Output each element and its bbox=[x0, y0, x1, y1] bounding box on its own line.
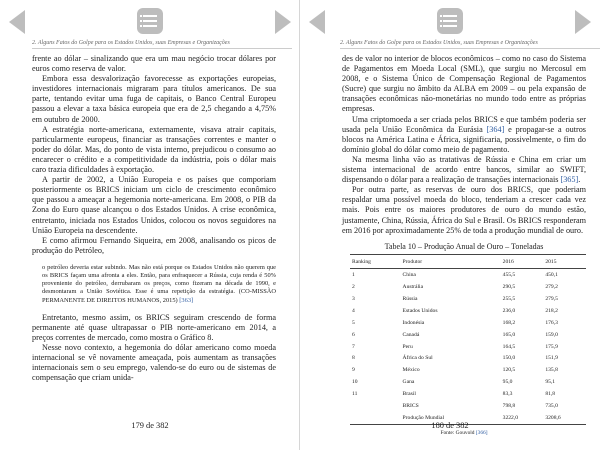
table-cell: Gana bbox=[402, 379, 415, 386]
running-head: 2. Alguns Fatos do Golpe para os Estados Unidos, suas Empresas e Organizações bbox=[340, 40, 538, 46]
table-row bbox=[350, 376, 586, 388]
table-cell: 3222,0 bbox=[501, 412, 544, 424]
paragraph: des de valor no interior de blocos econômicos – como no caso do Sistema de Pagamentos em Moeda Local (SML), que surgiu no Mercosul em 2008, e o Sistema Único de Compensação Regional de Pagamentos (Sucre) que surgiu no âmbito da ALBA em 2009 – ou pela expansão de transações econômicas não-monetárias no mundo todo entre as próprias empresas. bbox=[342, 54, 586, 114]
table-cell: 6 bbox=[352, 331, 355, 338]
table-cell: 3208,6 bbox=[543, 412, 586, 424]
table-header-cell: Ranking bbox=[350, 254, 401, 269]
table-row bbox=[350, 353, 586, 365]
table-header-cell: 2015 bbox=[543, 254, 586, 269]
page-number: 180 de 382 bbox=[431, 421, 469, 430]
table-cell: 176,3 bbox=[545, 319, 558, 326]
table-cell: 83,3 bbox=[502, 391, 513, 398]
paragraph: A partir de 2002, a União Europeia e os países que comporiam posteriormente os BRICS iniciam um ciclo de crescimento econômico que passou a ameaçar a hegemonia norte-americana. Em 2008, o PIB da Zona do Euro quase alcançou o dos Estados Unidos. A crise econômica, entretanto, iniciada nos Estados Unidos, colocou os novos seguidores na União Europeia na descendente. bbox=[32, 175, 276, 235]
gold-production-table bbox=[350, 254, 586, 425]
table-cell: 95,1 bbox=[545, 379, 556, 386]
header-rule bbox=[32, 48, 292, 49]
right-page bbox=[300, 0, 600, 450]
paragraph: frente ao dólar – sinalizando que era um mau negócio trocar dólares por euros como reserva de valor. bbox=[32, 54, 276, 74]
table-cell bbox=[350, 400, 401, 412]
table-cell: 2 bbox=[352, 284, 355, 291]
table-cell: 8 bbox=[352, 355, 355, 362]
body-text bbox=[32, 54, 276, 384]
paragraph: Nesse novo contexto, a hegemonia do dólar americano como moeda internacional se vê novamente ameaçada, pois aumentam as transações internacionais sem o seu emprego, valendo-se do euro ou de sistemas de compensação que criam unida- bbox=[32, 343, 276, 383]
footnote-link[interactable]: [365] bbox=[560, 175, 579, 185]
quote-text: o petróleo deveria estar subindo. Mas não está porque os Estados Unidos não querem que os BRICS façam uma afronta a eles. Então, para enfraquecer a Rússia, cuja renda é 50% proveniente do petróleo, derrubaram os preços, como fizeram na década de 1990, e desmontaram a União Soviética. Esse é uma repetição da estratégia. (CO-MISSÃO PERMANENTE DE DIREITOS HUMANOS, 2015) bbox=[42, 263, 276, 304]
table-cell: 3 bbox=[352, 296, 355, 303]
table-row bbox=[350, 293, 586, 305]
paragraph-text: Uma criptomoeda a ser criada pelos BRICS e que também poderia ser usada pela União Econômica da Eurásia bbox=[342, 114, 586, 134]
paragraph: E como afirmou Fernando Siqueira, em 2008, analisando os picos de produção do Petróleo, bbox=[32, 235, 276, 255]
paragraph: Entretanto, mesmo assim, os BRICS seguiram crescendo de forma permanente até quase ultrapassar o PIB norte-americano em 2014, a preços correntes de mercado, como mostra o Gráfico 8. bbox=[32, 312, 276, 343]
table-cell: 135,8 bbox=[545, 367, 558, 374]
table-cell: China bbox=[402, 272, 416, 279]
table-cell: BRICS bbox=[402, 402, 419, 409]
footnote-link[interactable]: [366] bbox=[475, 429, 488, 436]
table-cell: 81,8 bbox=[545, 391, 556, 398]
block-quote bbox=[32, 264, 276, 305]
table-cell: 255,5 bbox=[502, 296, 516, 303]
table-cell: 165,0 bbox=[502, 331, 516, 338]
table-cell: Austrália bbox=[402, 284, 424, 291]
previous-page-icon[interactable] bbox=[9, 10, 25, 34]
next-page-icon[interactable] bbox=[275, 10, 291, 34]
paragraph: A estratégia norte-americana, externamente, visava atrair capitais, particularmente europeus, financiar as transações correntes e manter o poder do dólar. Mas, do ponto de vista interno, prejudicou o consumo ao encarecer o crédito e a competitividade da indústria, pois o dólar mais caro trazia dificuldades à exportação. bbox=[32, 124, 276, 175]
table-cell: 11 bbox=[352, 391, 358, 398]
table-row bbox=[350, 364, 586, 376]
table-header-cell: Produtor bbox=[401, 254, 501, 269]
table-cell: 168,2 bbox=[502, 319, 516, 326]
table-cell: 151,9 bbox=[545, 355, 558, 362]
table-cell: 164,5 bbox=[502, 343, 516, 350]
table-cell: 120,5 bbox=[502, 367, 516, 374]
table-cell: 279,5 bbox=[545, 296, 558, 303]
table-cell: 9 bbox=[352, 367, 355, 374]
menu-icon[interactable] bbox=[137, 8, 163, 34]
table-row bbox=[350, 341, 586, 353]
table-cell: 95,0 bbox=[502, 379, 513, 386]
table-cell: México bbox=[402, 367, 420, 374]
table-cell: 5 bbox=[352, 319, 355, 326]
table-cell: Canadá bbox=[402, 331, 420, 338]
table-cell: Brasil bbox=[402, 391, 416, 398]
previous-page-icon[interactable] bbox=[309, 10, 325, 34]
body-text bbox=[342, 54, 586, 438]
footnote-link[interactable]: [364] bbox=[486, 124, 505, 134]
table-row bbox=[350, 329, 586, 341]
table-header-row bbox=[350, 254, 586, 269]
paragraph bbox=[342, 155, 586, 185]
table-cell: 159,0 bbox=[545, 331, 558, 338]
table-cell: 7 bbox=[352, 343, 355, 350]
table-cell: 450,1 bbox=[545, 272, 558, 279]
next-page-icon[interactable] bbox=[575, 10, 591, 34]
table-cell: Indonésia bbox=[402, 319, 425, 326]
paragraph: Embora essa desvalorização favorecesse as exportações europeias, investidores internacionais migraram para títulos americanos. De sua parte, tentando evitar uma fuga de capitais, o Banco Central Europeu passou a elevar a taxa básica europeia que era de 2,5 chegando a 4,75% em outubro de 2000. bbox=[32, 74, 276, 124]
table-body bbox=[350, 269, 586, 424]
table-cell: 735,0 bbox=[545, 402, 558, 409]
paragraph bbox=[342, 115, 586, 155]
table-cell: 236,0 bbox=[502, 307, 516, 314]
paragraph-text: e propagar-se a outros blocos na América Latina e África, significaria, possivelmente, o fim do domínio global do dólar como meio de pagamento. bbox=[342, 124, 586, 154]
table-row bbox=[350, 305, 586, 317]
header-rule bbox=[340, 48, 600, 49]
table-cell: 4 bbox=[352, 307, 355, 314]
table-cell: 218,2 bbox=[545, 307, 558, 314]
table-cell: Estados Unidos bbox=[402, 307, 438, 314]
page-number: 179 de 382 bbox=[131, 421, 169, 430]
menu-icon[interactable] bbox=[437, 8, 463, 34]
table-row bbox=[350, 388, 586, 400]
paragraph-text: Na mesma linha vão as tratativas de Rússia e China em criar um sistema internacional de acordo entre bancos, similar ao SWIFT, dispensando o dólar para a realização de transações internacionais bbox=[342, 154, 586, 185]
running-head: 2. Alguns Fatos do Golpe para os Estados Unidos, suas Empresas e Organizações bbox=[32, 40, 230, 46]
table-row bbox=[350, 317, 586, 329]
table-cell: Peru bbox=[402, 343, 413, 350]
table-header-cell: 2016 bbox=[501, 254, 544, 269]
table-cell: 175,9 bbox=[545, 343, 558, 350]
paragraph: Por outra parte, as reservas de ouro dos BRICS, que poderiam respaldar uma possível moeda do bloco, tenderiam a crescer cada vez mais. Pois entre os maiores produtores de ouro do mundo estão, justamente, China, Rússia, África do Sul e Brasil. Os BRICS responderam em 2016 por aproximadamente 25% de toda a produção mundial de ouro. bbox=[342, 185, 586, 235]
nav-bar bbox=[0, 8, 300, 36]
table-cell: 290,5 bbox=[502, 284, 516, 291]
table-row bbox=[350, 269, 586, 281]
footnote-link[interactable]: [363] bbox=[179, 296, 194, 304]
table-cell: 279,2 bbox=[545, 284, 558, 291]
table-row bbox=[350, 281, 586, 293]
table-cell: Rússia bbox=[402, 296, 418, 303]
table-cell: 10 bbox=[352, 379, 358, 386]
table-cell: África do Sul bbox=[402, 355, 433, 362]
table-row bbox=[350, 400, 586, 412]
table-cell: 455,5 bbox=[502, 272, 516, 279]
nav-bar bbox=[300, 8, 600, 36]
paragraph-text: . bbox=[578, 175, 581, 185]
source-text: Fonte: Gouvold bbox=[440, 429, 476, 436]
table-cell: 798,8 bbox=[502, 402, 516, 409]
table-cell: Produção Mundial bbox=[401, 412, 501, 424]
table-cell: 150,0 bbox=[502, 355, 516, 362]
table-cell: 1 bbox=[352, 272, 355, 279]
table-caption: Tabela 10 – Produção Anual de Ouro – Toneladas bbox=[384, 241, 544, 251]
